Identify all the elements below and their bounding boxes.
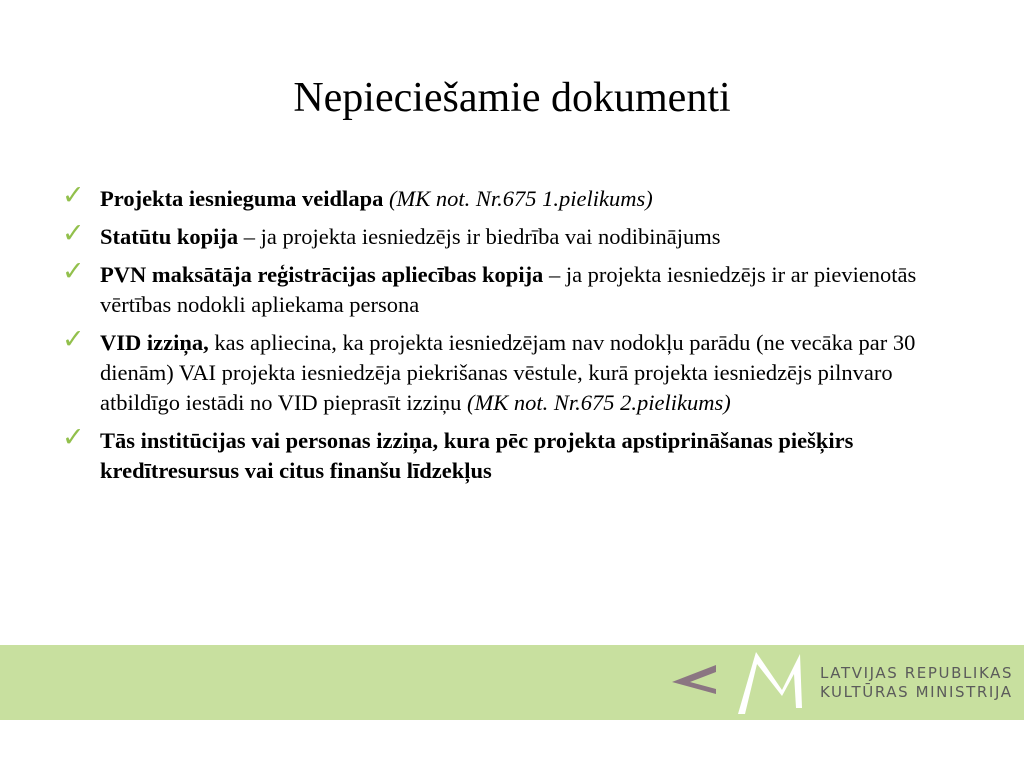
bullet-bold-text: Projekta iesnieguma veidlapa [100,186,384,211]
bullet-bold-text: Statūtu kopija [100,224,239,249]
slide-title: Nepieciešamie dokumenti [293,75,731,121]
ministry-logo-text [820,664,1013,702]
bullet-text: – ja projekta iesniedzējs ir ar pievienotās vērtības nodokli apliekama persona [100,262,917,317]
bullet-text: – ja projekta iesniedzējs ir biedrība vai nodibinājums [238,224,721,249]
bullet-bold-text: VID izziņa, [100,330,209,355]
logo-line-1: LATVIJAS REPUBLIKAS [820,664,1014,682]
bullet-bold-text: Tās institūcijas vai personas izziņa, kura pēc projekta apstiprināšanas piešķirs kredītresursus vai citus finanšu līdzekļus [100,428,854,483]
bullet-bold-text: PVN maksātāja reģistrācijas apliecības kopija [100,262,544,287]
checkmark-icon: ✓ [62,180,85,211]
list-item [62,324,962,418]
list-item [62,180,962,214]
list-item [62,422,962,486]
bullet-italic-text: (MK not. Nr.675 2.pielikums) [467,390,731,415]
checkmark-icon: ✓ [62,324,85,355]
logo-line-2: KULTŪRAS MINISTRIJA [820,683,1013,701]
bullet-text: kas apliecina, ka projekta iesniedzējam nav nodokļu parādu (ne vecāka par 30 dienām) VAI projekta iesniedzēja piekrišanas vēstule, kurā projekta iesniedzējs pilnvaro atbildīgo iestādi no VID pieprasīt izziņu [100,330,916,415]
checkmark-icon: ✓ [62,256,85,287]
ministry-logo-icon [664,648,814,716]
bullet-italic-text: (MK not. Nr.675 1.pielikums) [388,186,653,211]
bullet-list [62,180,962,494]
list-item [62,218,962,252]
list-item [62,256,962,320]
checkmark-icon: ✓ [62,422,85,453]
checkmark-icon: ✓ [62,218,85,249]
